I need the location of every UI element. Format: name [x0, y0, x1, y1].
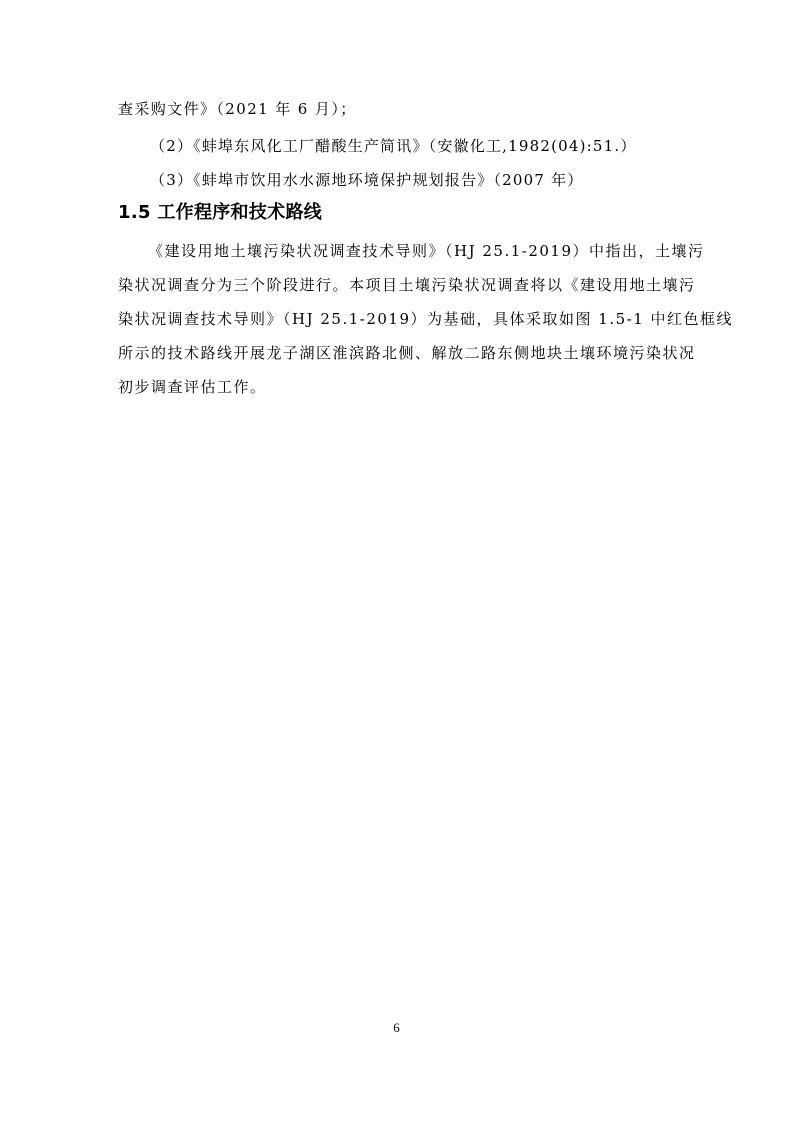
section-heading: 1.5 工作程序和技术路线: [118, 202, 323, 223]
page-number: 6: [393, 1020, 400, 1035]
reference-item-2: （2）《蚌埠东风化工厂醋酸生产简讯》（安徽化工,1982(04):51.）: [150, 137, 637, 155]
paragraph-line: 染状况调查分为三个阶段进行。本项目土壤污染状况调查将以《建设用地土壤污: [118, 276, 696, 294]
paragraph-line: 所示的技术路线开展龙子湖区淮滨路北侧、解放二路东侧地块土壤环境污染状况: [118, 344, 696, 362]
paragraph-line: 《建设用地土壤污染状况调查技术导则》（HJ 25.1-2019）中指出，土壤污: [148, 242, 705, 260]
paragraph-line: 初步调查评估工作。: [118, 378, 267, 396]
reference-item-3: （3）《蚌埠市饮用水水源地环境保护规划报告》（2007 年）: [150, 171, 584, 189]
section-paragraph: [118, 234, 734, 404]
reference-continuation: 查采购文件》（2021 年 6 月）；: [118, 100, 357, 118]
paragraph-line: 染状况调查技术导则》（HJ 25.1-2019）为基础，具体采取如图 1.5-1 中红色框线: [118, 310, 734, 328]
